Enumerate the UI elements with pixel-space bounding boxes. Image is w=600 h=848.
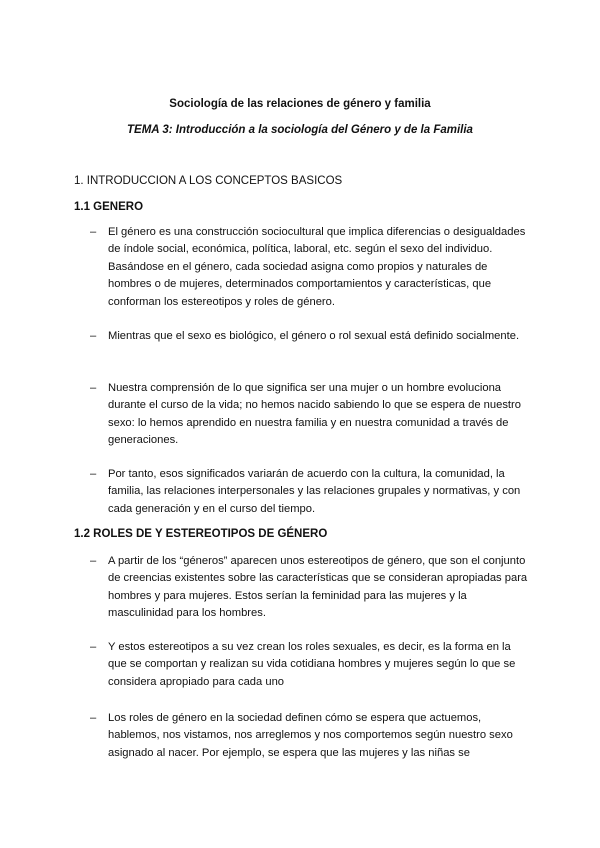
bullet-dash: – bbox=[90, 641, 97, 653]
section-1-heading: 1. INTRODUCCION A LOS CONCEPTOS BASICOS bbox=[74, 175, 343, 187]
list-item bbox=[90, 224, 530, 311]
bullet-dash: – bbox=[90, 468, 97, 480]
section-1-2-heading: 1.2 ROLES DE Y ESTEREOTIPOS DE GÉNERO bbox=[74, 528, 328, 540]
list-item-text: Por tanto, esos significados variarán de acuerdo con la cultura, la comunidad, la familia, las relaciones interpersonales y las relaciones grupales y normativas, y con cada generación y en el curso del tiempo. bbox=[108, 468, 521, 515]
bullet-dash: – bbox=[90, 330, 97, 342]
bullet-dash: – bbox=[90, 226, 97, 238]
document-title: Sociología de las relaciones de género y familia bbox=[169, 98, 431, 110]
list-item bbox=[90, 553, 530, 623]
bullet-dash: – bbox=[90, 555, 97, 567]
document-subtitle: TEMA 3: Introducción a la sociología del Género y de la Familia bbox=[127, 124, 473, 136]
list-item-text: Y estos estereotipos a su vez crean los roles sexuales, es decir, es la forma en la que se comportan y realizan su vida cotidiana hombres y mujeres según lo que se considera apropiado para cada uno bbox=[108, 641, 516, 688]
bullet-dash: – bbox=[90, 382, 97, 394]
list-item-text: Los roles de género en la sociedad definen cómo se espera que actuemos, hablemos, nos vistamos, nos arreglemos y nos comportemos según nuestro sexo asignado al nacer. Por ejemplo, se espera que las mujeres y las niñas se bbox=[108, 712, 513, 759]
list-item bbox=[90, 380, 530, 450]
section-1-1-heading: 1.1 GENERO bbox=[74, 201, 144, 213]
bullet-dash: – bbox=[90, 712, 97, 724]
list-item-text: Nuestra comprensión de lo que significa ser una mujer o un hombre evoluciona durante el curso de la vida; no hemos nacido sabiendo lo que se espera de nuestro sexo: lo hemos aprendido en nuestra familia y en nuestra comunidad a través de generaciones. bbox=[108, 382, 521, 447]
list-item-text: El género es una construcción sociocultural que implica diferencias o desigualdades de índole social, económica, política, laboral, etc. según el sexo del individuo. Basándose en el género, cada sociedad asigna como propios y naturales de hombres o de mujeres, determinados comportamientos y características, que conforman los estereotipos y roles de género. bbox=[108, 226, 526, 308]
list-item-text: A partir de los “géneros” aparecen unos estereotipos de género, que son el conjunto de creencias existentes sobre las características que se consideran apropiadas para hombres y para mujeres. Estos serían la feminidad para las mujeres y la masculinidad para los hombres. bbox=[108, 555, 528, 620]
list-item bbox=[90, 710, 530, 762]
list-item bbox=[90, 466, 530, 518]
list-item-text: Mientras que el sexo es biológico, el género o rol sexual está definido socialmente. bbox=[108, 330, 520, 342]
list-item bbox=[90, 328, 530, 345]
list-item bbox=[90, 639, 530, 691]
